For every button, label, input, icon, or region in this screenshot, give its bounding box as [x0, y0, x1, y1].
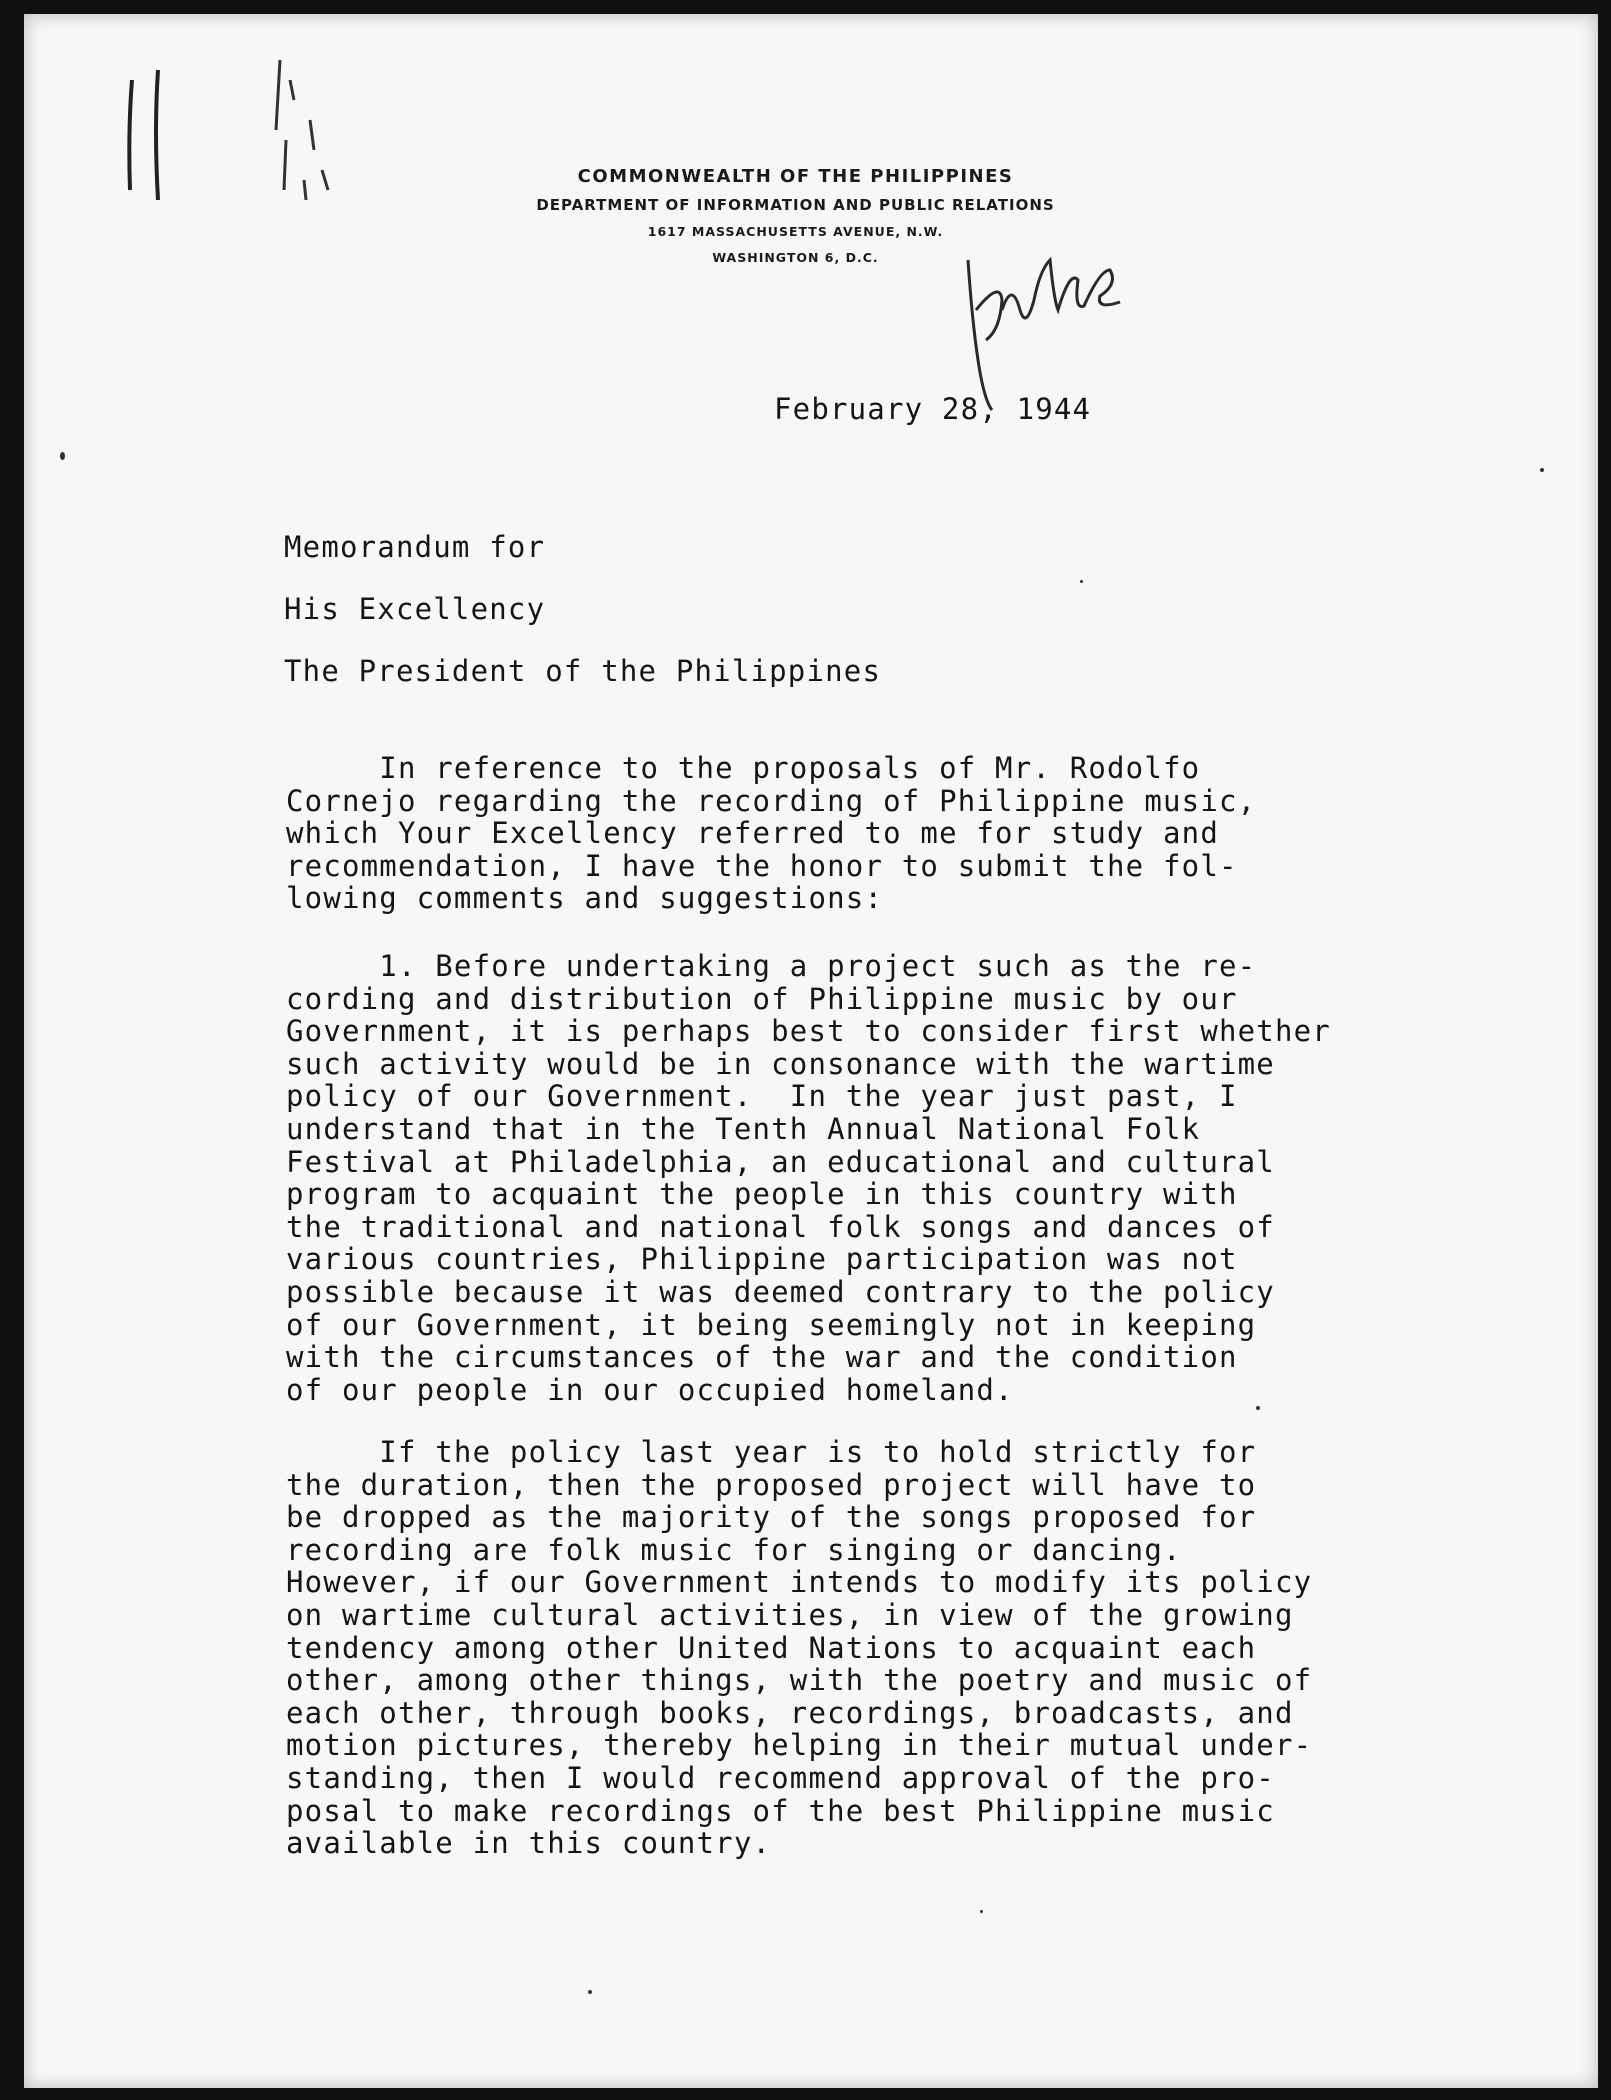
text-line: with the circumstances of the war and the condition	[286, 1340, 1238, 1375]
memo-address-line2: His Excellency	[284, 592, 546, 626]
text-line: on wartime cultural activities, in view of the growing	[286, 1597, 1294, 1632]
text-line: standing, then I would recommend approval of the pro-	[286, 1760, 1275, 1795]
memo-address-line1: Memorandum for	[284, 530, 546, 564]
text-line: Government, it is perhaps best to consider first whether	[286, 1014, 1331, 1049]
text-line: understand that in the Tenth Annual National Folk	[286, 1111, 1201, 1146]
text-line: possible because it was deemed contrary to the policy	[286, 1274, 1275, 1309]
text-line: cording and distribution of Philippine music by our	[286, 981, 1238, 1016]
text-line: Festival at Philadelphia, an educational and cultural	[286, 1144, 1275, 1179]
letterhead-city: WASHINGTON 6, D.C.	[712, 250, 879, 265]
text-line: motion pictures, thereby helping in their mutual under-	[286, 1728, 1313, 1763]
text-line: posal to make recordings of the best Philippine music	[286, 1793, 1275, 1828]
text-line: recording are folk music for singing or dancing.	[286, 1532, 1182, 1567]
text-line: the traditional and national folk songs and dances of	[286, 1209, 1275, 1244]
text-line: each other, through books, recordings, broadcasts, and	[286, 1695, 1294, 1730]
letterhead-title: COMMONWEALTH OF THE PHILIPPINES	[577, 166, 1014, 187]
text-line: lowing comments and suggestions:	[286, 881, 884, 916]
text-line: of our Government, it being seemingly not in keeping	[286, 1307, 1257, 1342]
letter-date: February 28, 1944	[774, 392, 1092, 426]
text-line: which Your Excellency referred to me for study and	[286, 816, 1219, 851]
paper-speck	[1256, 1406, 1260, 1410]
text-line: available in this country.	[286, 1826, 772, 1861]
text-line: Cornejo regarding the recording of Philippine music,	[286, 783, 1257, 818]
paragraph-point-1	[286, 950, 1426, 1406]
text-line: the duration, then the proposed project will have to	[286, 1467, 1257, 1502]
paper-speck	[588, 1990, 592, 1994]
paper-speck	[60, 452, 65, 460]
text-line: of our people in our occupied homeland.	[286, 1372, 1014, 1407]
memo-address-line3: The President of the Philippines	[284, 654, 882, 688]
text-line: other, among other things, with the poetry and music of	[286, 1663, 1313, 1698]
paper-speck	[980, 1910, 983, 1913]
text-line: such activity would be in consonance with the wartime	[286, 1046, 1275, 1081]
text-line: policy of our Government. In the year just past, I	[286, 1079, 1238, 1114]
text-line: recommendation, I have the honor to submit the fol-	[286, 848, 1238, 883]
paragraph-policy	[286, 1436, 1426, 1860]
text-line: various countries, Philippine participation was not	[286, 1242, 1238, 1277]
paper-speck	[1540, 468, 1544, 472]
text-line: However, if our Government intends to modify its policy	[286, 1565, 1313, 1600]
text-line: In reference to the proposals of Mr. Rodolfo	[286, 751, 1201, 785]
text-line: 1. Before undertaking a project such as the re-	[286, 949, 1257, 983]
paper-speck	[1080, 580, 1083, 583]
text-line: program to acquaint the people in this country with	[286, 1177, 1238, 1212]
text-line: be dropped as the majority of the songs proposed for	[286, 1500, 1257, 1535]
paragraph-intro	[286, 752, 1426, 915]
letterhead-department: DEPARTMENT OF INFORMATION AND PUBLIC RELATIONS	[536, 196, 1055, 214]
text-line: tendency among other United Nations to acquaint each	[286, 1630, 1257, 1665]
text-line: If the policy last year is to hold strictly for	[286, 1435, 1257, 1469]
letterhead-street: 1617 MASSACHUSETTS AVENUE, N.W.	[647, 224, 944, 239]
